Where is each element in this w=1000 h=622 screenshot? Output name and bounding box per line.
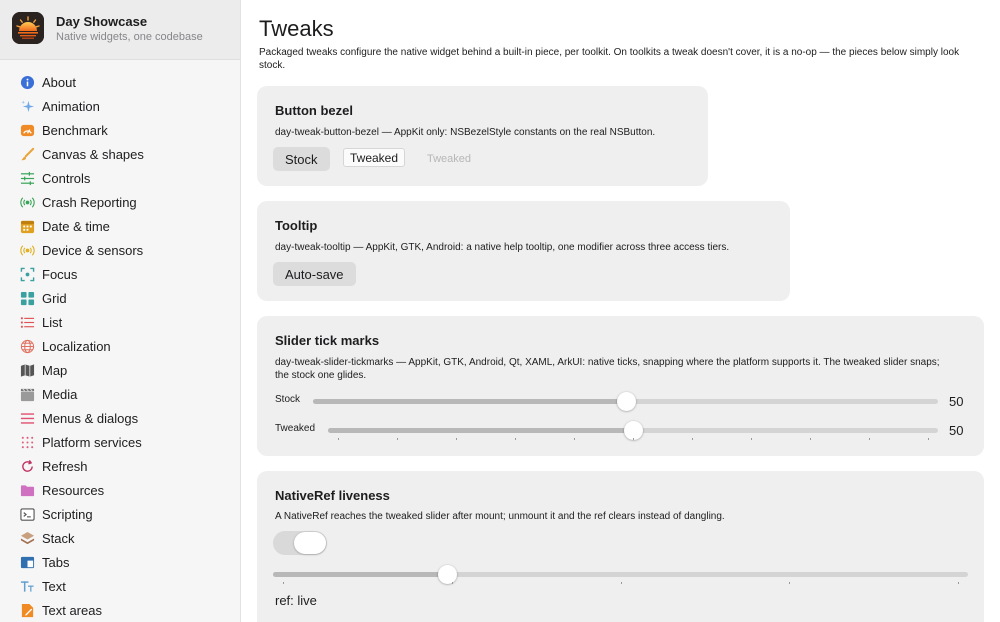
sidebar-item-label: Resources xyxy=(42,482,105,498)
grid-icon xyxy=(19,290,35,306)
nativeref-slider-fill xyxy=(273,572,447,577)
slider-tick xyxy=(810,438,811,440)
sidebar-item-label: Device & sensors xyxy=(42,242,144,258)
folder-icon xyxy=(19,482,35,498)
sidebar-item-menus-dialogs[interactable] xyxy=(0,406,240,430)
sidebar-item-label: List xyxy=(42,314,63,330)
sparkle-icon xyxy=(19,98,35,114)
sidebar-item-media[interactable] xyxy=(0,382,240,406)
card-description: A NativeRef reaches the tweaked slider after mount; unmount it and the ref clears instead of dangling. xyxy=(275,511,725,522)
sidebar-item-label: Grid xyxy=(42,290,67,306)
sidebar-item-label: Date & time xyxy=(42,218,110,234)
tooltip-card xyxy=(257,201,790,301)
sensor-icon xyxy=(19,242,35,258)
button-bezel-card xyxy=(257,86,708,186)
sidebar-item-label: Tabs xyxy=(42,554,70,570)
sidebar-item-label: About xyxy=(42,74,76,90)
clapper-icon xyxy=(19,386,35,402)
sidebar-item-about[interactable] xyxy=(0,70,240,94)
sidebar-item-label: Text xyxy=(42,578,66,594)
info-icon xyxy=(19,74,35,90)
stock-slider-thumb[interactable] xyxy=(617,392,636,411)
slider-tick xyxy=(789,582,790,584)
stock-button[interactable]: Stock xyxy=(273,147,330,171)
broadcast-icon xyxy=(19,194,35,210)
dots-grid-icon xyxy=(19,434,35,450)
sidebar-item-label: Media xyxy=(42,386,78,402)
slider-tick xyxy=(869,438,870,440)
text-icon xyxy=(19,578,35,594)
sidebar-item-refresh[interactable] xyxy=(0,454,240,478)
slider-tickmarks-card xyxy=(257,316,984,456)
sidebar-item-date-time[interactable] xyxy=(0,214,240,238)
page-description: Packaged tweaks configure the native widget behind a built-in piece, per toolkit. On toolkits a tweak doesn't cover, it is a no-op — the pieces below simply look stock. xyxy=(259,47,960,71)
nativeref-card xyxy=(257,471,984,622)
sidebar-item-label: Controls xyxy=(42,170,91,186)
slider-tick xyxy=(751,438,752,440)
sidebar-item-label: Localization xyxy=(42,338,111,354)
sidebar-item-label: Focus xyxy=(42,266,78,282)
sidebar-item-crash-reporting[interactable] xyxy=(0,190,240,214)
list-icon xyxy=(19,314,35,330)
slider-tick xyxy=(633,438,634,440)
tabs-icon xyxy=(19,554,35,570)
card-title: Button bezel xyxy=(275,103,353,118)
card-description: day-tweak-button-bezel — AppKit only: NSBezelStyle constants on the real NSButton. xyxy=(275,127,656,138)
sidebar-item-label: Crash Reporting xyxy=(42,194,137,210)
sidebar-item-focus[interactable] xyxy=(0,262,240,286)
card-title: Slider tick marks xyxy=(275,333,380,348)
sidebar-item-scripting[interactable] xyxy=(0,502,240,526)
menu-icon xyxy=(19,410,35,426)
toggle-knob xyxy=(294,532,326,554)
sidebar-item-label: Benchmark xyxy=(42,122,108,138)
slider-tick xyxy=(692,438,693,440)
slider-tick xyxy=(338,438,339,440)
sunset-app-icon xyxy=(12,12,44,44)
sidebar-item-benchmark[interactable] xyxy=(0,118,240,142)
sidebar-item-resources[interactable] xyxy=(0,478,240,502)
stock-slider[interactable] xyxy=(313,399,938,404)
calendar-icon xyxy=(19,218,35,234)
sidebar-item-device-sensors[interactable] xyxy=(0,238,240,262)
sidebar-item-label: Map xyxy=(42,362,68,378)
gauge-icon xyxy=(19,122,35,138)
tweaked-slider-fill xyxy=(328,428,633,433)
tweaked-bezel-button[interactable]: Tweaked xyxy=(343,148,405,167)
sidebar-item-label: Menus & dialogs xyxy=(42,410,139,426)
sidebar-item-label: Stack xyxy=(42,530,75,546)
slider-tick xyxy=(928,438,929,440)
card-title: NativeRef liveness xyxy=(275,488,390,503)
sidebar xyxy=(0,0,241,622)
app-subtitle: Native widgets, one codebase xyxy=(56,31,203,43)
sidebar-item-label: Canvas & shapes xyxy=(42,146,144,162)
sidebar-item-label: Platform services xyxy=(42,434,142,450)
liveness-toggle[interactable] xyxy=(273,531,327,555)
refresh-icon xyxy=(19,458,35,474)
ref-status-text: ref: live xyxy=(275,593,317,608)
focus-icon xyxy=(19,266,35,282)
sidebar-item-localization[interactable] xyxy=(0,334,240,358)
stock-slider-value: 50 xyxy=(949,394,964,409)
sidebar-item-label: Refresh xyxy=(42,458,88,474)
nativeref-slider[interactable] xyxy=(273,572,968,577)
sidebar-nav xyxy=(0,70,240,622)
slider-tick xyxy=(452,582,453,584)
nativeref-slider-thumb[interactable] xyxy=(438,565,457,584)
sidebar-item-label: Text areas xyxy=(42,602,102,618)
sidebar-item-grid[interactable] xyxy=(0,286,240,310)
tweaked-slider-label: Tweaked xyxy=(275,423,316,434)
slider-tick xyxy=(283,582,284,584)
brush-icon xyxy=(19,146,35,162)
sidebar-item-map[interactable] xyxy=(0,358,240,382)
slider-tick xyxy=(515,438,516,440)
main-content xyxy=(241,0,1000,622)
stock-slider-fill xyxy=(313,399,626,404)
auto-save-button[interactable]: Auto-save xyxy=(273,262,356,286)
sidebar-item-text-areas[interactable] xyxy=(0,598,240,622)
card-description: day-tweak-slider-tickmarks — AppKit, GTK, Android, Qt, XAML, ArkUI: native ticks, snapping where the platform supports it. The tweaked slider snaps; the stock one glides. xyxy=(275,357,940,381)
text-area-icon xyxy=(19,602,35,618)
globe-icon xyxy=(19,338,35,354)
tweaked-slider-value: 50 xyxy=(949,423,964,438)
layers-icon xyxy=(19,530,35,546)
sidebar-item-label: Scripting xyxy=(42,506,93,522)
page-title: Tweaks xyxy=(259,16,334,41)
slider-tick xyxy=(621,582,622,584)
sidebar-item-platform-services[interactable] xyxy=(0,430,240,454)
tweaked-slider[interactable] xyxy=(328,428,938,433)
sidebar-item-label: Animation xyxy=(42,98,100,114)
slider-tick xyxy=(397,438,398,440)
slider-tick xyxy=(574,438,575,440)
card-description: day-tweak-tooltip — AppKit, GTK, Android: a native help tooltip, one modifier across three access tiers. xyxy=(275,242,730,253)
app-name: Day Showcase xyxy=(56,14,148,29)
card-title: Tooltip xyxy=(275,218,318,233)
sidebar-item-stack[interactable] xyxy=(0,526,240,550)
slider-tick xyxy=(456,438,457,440)
sidebar-item-canvas-shapes[interactable] xyxy=(0,142,240,166)
sidebar-item-animation[interactable] xyxy=(0,94,240,118)
app-header xyxy=(0,0,240,60)
terminal-icon xyxy=(19,506,35,522)
sidebar-item-list[interactable] xyxy=(0,310,240,334)
sidebar-item-tabs[interactable] xyxy=(0,550,240,574)
slider-tick xyxy=(958,582,959,584)
map-icon xyxy=(19,362,35,378)
sidebar-item-text[interactable] xyxy=(0,574,240,598)
stock-slider-label: Stock xyxy=(275,394,301,405)
tweaked-disabled-button: Tweaked xyxy=(427,149,471,169)
sliders-icon xyxy=(19,170,35,186)
sidebar-item-controls[interactable] xyxy=(0,166,240,190)
